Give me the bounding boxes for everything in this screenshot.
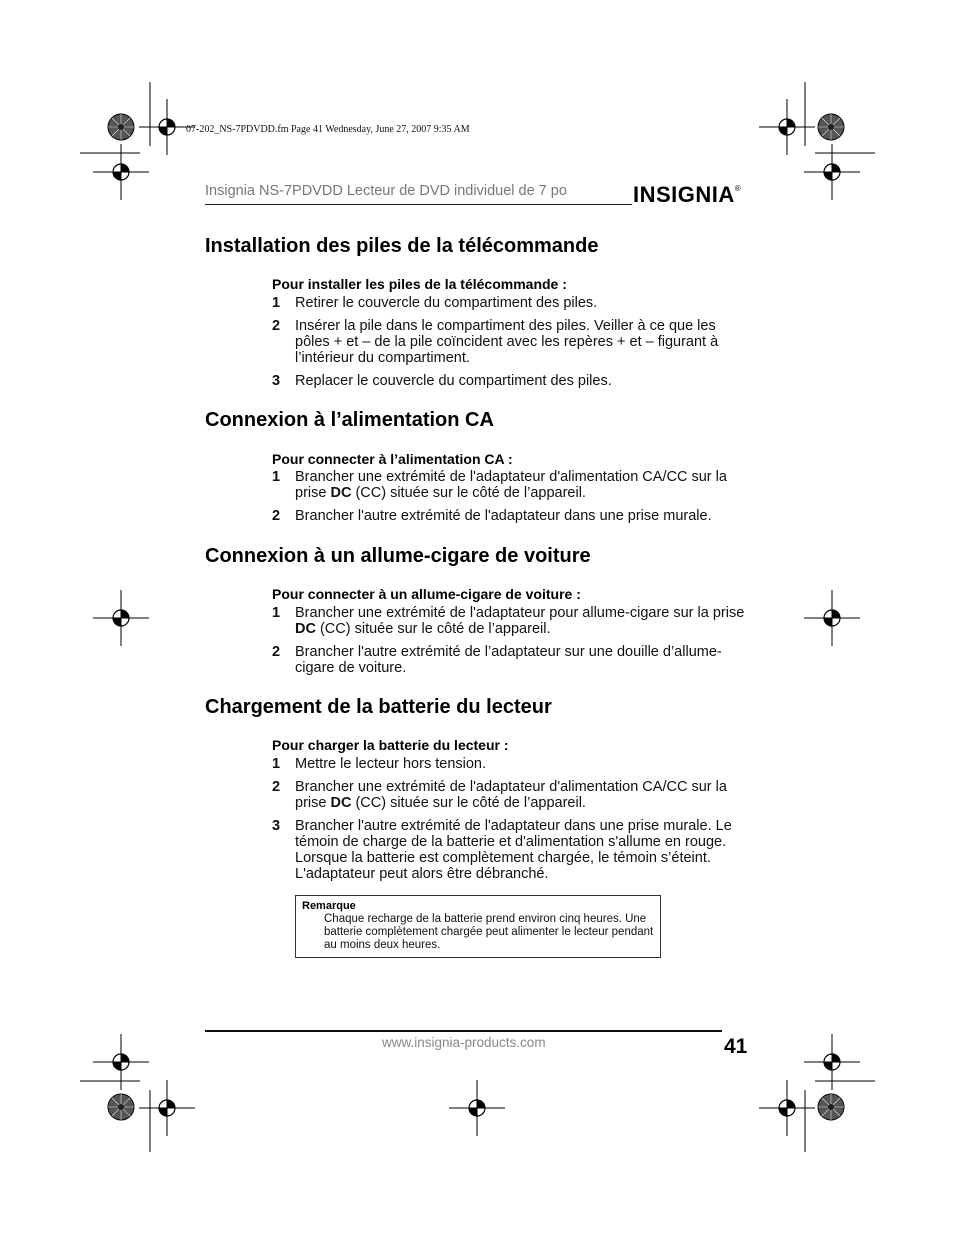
procedure-title: Pour installer les piles de la télécommande : bbox=[272, 276, 567, 292]
step-text: Brancher une extrémité de l'adaptateur d'alimentation CA/CC sur la prise DC (CC) située sur le côté de l’appareil. bbox=[295, 779, 727, 811]
step-text: Brancher une extrémité de l'adaptateur pour allume-cigare sur la prise DC (CC) située sur le côté de l’appareil. bbox=[295, 605, 745, 637]
step-text: Brancher l'autre extrémité de l'adaptateur dans une prise murale. bbox=[295, 508, 712, 524]
step-number: 1 bbox=[272, 756, 281, 772]
step-number: 2 bbox=[272, 644, 281, 660]
print-slug: 07-202_NS-7PDVDD.fm Page 41 Wednesday, June 27, 2007 9:35 AM bbox=[186, 124, 470, 135]
section-heading-ac-power: Connexion à l’alimentation CA bbox=[205, 409, 494, 431]
procedure-title: Pour connecter à l’alimentation CA : bbox=[272, 451, 513, 467]
section-heading-car-adapter: Connexion à un allume-cigare de voiture bbox=[205, 545, 591, 567]
step-number: 1 bbox=[272, 469, 281, 485]
procedure-title: Pour charger la batterie du lecteur : bbox=[272, 737, 509, 753]
procedure-title: Pour connecter à un allume-cigare de voiture : bbox=[272, 586, 581, 602]
step-number: 2 bbox=[272, 779, 281, 795]
footer-url: www.insignia-products.com bbox=[382, 1035, 546, 1050]
step-number: 2 bbox=[272, 508, 281, 524]
step-number: 1 bbox=[272, 295, 281, 311]
step-number: 3 bbox=[272, 818, 281, 834]
step-number: 1 bbox=[272, 605, 281, 621]
page-number: 41 bbox=[724, 1035, 748, 1058]
insignia-logo: INSIGNIA® bbox=[633, 182, 742, 207]
step-text: Brancher l'autre extrémité de l’adaptateur sur une douille d’allume-cigare de voiture. bbox=[295, 644, 722, 676]
step-number: 3 bbox=[272, 373, 281, 389]
step-text: Brancher une extrémité de l'adaptateur d'alimentation CA/CC sur la prise DC (CC) située sur le côté de l’appareil. bbox=[295, 469, 727, 501]
step-text: Mettre le lecteur hors tension. bbox=[295, 756, 487, 772]
note-title: Remarque bbox=[302, 900, 356, 912]
header-title: Insignia NS-7PDVDD Lecteur de DVD individuel de 7 po bbox=[205, 183, 567, 199]
step-number: 2 bbox=[272, 318, 281, 334]
note-text: Chaque recharge de la batterie prend environ cinq heures. Une batterie complètement chargée peut alimenter le lecteur pendant au moins deux heures. bbox=[324, 913, 654, 951]
step-text: Insérer la pile dans le compartiment des piles. Veiller à ce que les pôles + et – de la pile coïncident avec les repères + et – figurant à l’intérieur du compartiment. bbox=[295, 318, 719, 366]
section-heading-battery-charging: Chargement de la batterie du lecteur bbox=[205, 696, 552, 718]
section-heading-batteries: Installation des piles de la télécommande bbox=[205, 235, 599, 257]
step-text: Brancher l'autre extrémité de l'adaptateur dans une prise murale. Le témoin de charge de la batterie et d'alimentation s'allume en rouge. Lorsque la batterie est complètement chargée, le témoin s’éteint. L'adaptateur peut alors être débranché. bbox=[295, 818, 732, 882]
step-text: Replacer le couvercle du compartiment des piles. bbox=[295, 373, 612, 389]
step-text: Retirer le couvercle du compartiment des piles. bbox=[295, 295, 598, 311]
